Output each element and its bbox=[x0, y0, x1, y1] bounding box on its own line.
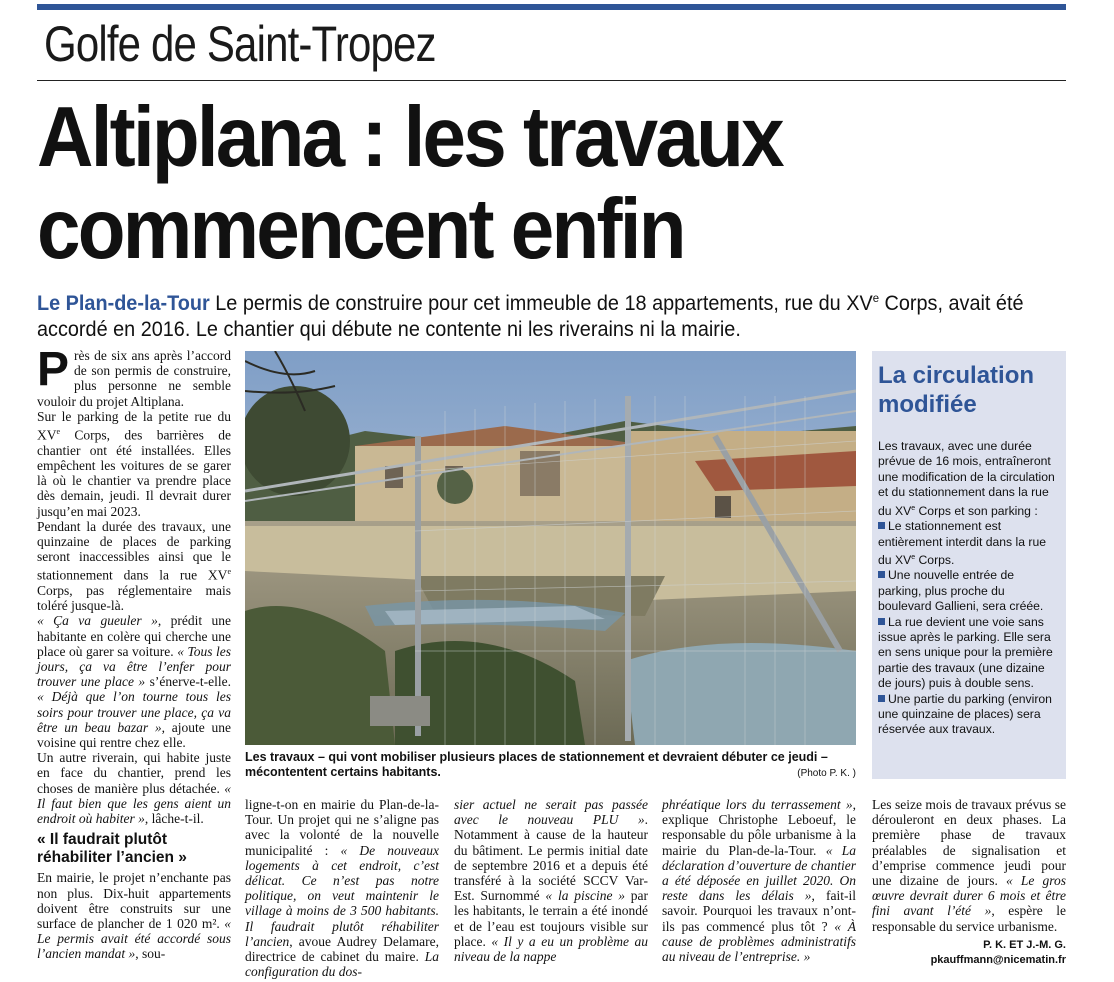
bullet-square-icon bbox=[878, 571, 885, 578]
article-column-4 bbox=[662, 797, 856, 964]
paragraph: Près de six ans après l’accord de son permis de construire, plus personne ne semble vouloir du projet Altiplana. bbox=[37, 343, 231, 409]
headline-line-2: commencent enfin bbox=[37, 182, 684, 277]
byline-authors: P. K. ET J.-M. G. bbox=[983, 939, 1066, 951]
header-rule bbox=[37, 80, 1066, 81]
article-photo bbox=[245, 351, 856, 745]
standfirst-text-b: Corps, avait été accordé en 2016. Le chantier qui débute ne contente ni les riverains ni la mairie. bbox=[37, 292, 1024, 341]
paragraph: ligne-t-on en mairie du Plan-de-la-Tour. Un projet qui ne s’aligne pas avec la volonté de la nouvelle municipalité : « De nouveaux logements à cet endroit, c’est délicat. Ce n’est pas notre politique, on veut maintenir le village à moins de 3 500 habitants. Il faudrait plutôt réhabiliter l’ancien, avoue Audrey Delamare, directrice de cabinet du maire. La configuration du dos- bbox=[245, 797, 440, 980]
standfirst-location: Le Plan-de-la-Tour bbox=[37, 292, 210, 315]
headline bbox=[37, 92, 1049, 276]
section-title: Golfe de Saint-Tropez bbox=[44, 16, 436, 72]
sidebar-box bbox=[872, 351, 1066, 779]
drop-cap: P bbox=[37, 343, 70, 396]
sidebar-bullet: La rue devient une voie sans issue après le parking. Elle sera en sens unique pour la première partie des travaux (une dizaine de jours) puis à double sens. bbox=[878, 614, 1053, 691]
paragraph: phréatique lors du terrassement », explique Christophe Leboeuf, le responsable du pôle urbanisme à la mairie du Plan-de-la-Tour. « La déclaration d’ouverture de chantier a été déposée en juillet 2020. On reste dans les délais », fait-il savoir. Pourquoi les travaux n’ont-ils pas commencé plus tôt ? « À cause de problèmes administratifs au niveau de l’entreprise. » bbox=[662, 797, 857, 965]
sidebar-bullet: Le stationnement est entièrement interdit dans la rue du XVe Corps. bbox=[878, 519, 1047, 567]
bullet-square-icon bbox=[878, 522, 885, 529]
headline-line-1: Altiplana : les travaux bbox=[37, 90, 782, 185]
standfirst-text-a: Le permis de construire pour cet immeuble de 18 appartements, rue du XV bbox=[209, 292, 873, 315]
sidebar-bullet: Une nouvelle entrée de parking, plus proche du boulevard Gallieni, sera créée. bbox=[878, 568, 1044, 614]
bullet-square-icon bbox=[878, 618, 885, 625]
paragraph: Les seize mois de travaux prévus se dérouleront en deux phases. La première phase de travaux préalables de signalisation et d’emprise commence jeudi pour une dizaine de jours. « Le gros œuvre devrait durer 6 mois et être fini avant l’été », espère le responsable du service urbanisme. bbox=[872, 797, 1067, 934]
article-column-2 bbox=[245, 797, 439, 979]
bullet-square-icon bbox=[878, 695, 885, 702]
standfirst-sup: e bbox=[872, 291, 880, 305]
byline-email: pkauffmann@nicematin.fr bbox=[930, 954, 1066, 966]
paragraph: Sur le parking de la petite rue du XVe Corps, des barrières de chantier ont été installées. Elles empêchent les voitures de se garer là où le chantier va prendre place dès demain, jeudi. Il devrait durer jusqu’en mai 2023. bbox=[37, 408, 231, 519]
sidebar-intro: Les travaux, avec une durée prévue de 16 mois, entraîneront une modification de la circulation et du stationnement dans la rue du XVe Corps et son parking : bbox=[878, 439, 1055, 518]
article-column-3 bbox=[454, 797, 648, 964]
sidebar-body bbox=[878, 439, 1060, 738]
sidebar-title: La circulation modifiée bbox=[878, 362, 1035, 418]
article-column-1 bbox=[37, 343, 232, 962]
paragraph: En mairie, le projet n’enchante pas non plus. Dix-huit appartements doivent être construits sur une surface de plancher de 1 020 m². « Le permis avait été accordé sous l’ancien mandat », sou- bbox=[37, 870, 231, 962]
construction-site-photo bbox=[245, 351, 856, 745]
sidebar-bullet: Une partie du parking (environ une quinzaine de places) sera réservée aux travaux. bbox=[878, 691, 1052, 737]
paragraph: sier actuel ne serait pas passée avec le nouveau PLU ». Notamment à cause de la hauteur du bâtiment. Le permis initial date de septembre 2016 et a depuis été transféré à la société SCCV Var-Est. Surnommé « la piscine » par les habitants, le terrain a été inondé et de l’eau est toujours visible sur place. « Il y a eu un problème au niveau de la nappe bbox=[454, 797, 648, 965]
top-accent-bar bbox=[37, 4, 1066, 10]
standfirst bbox=[37, 285, 1058, 343]
paragraph: Pendant la durée des travaux, une quinzaine de places de parking seront inaccessibles ainsi que le stationnement dans la rue XVe Corps, pas réglementaire mais toléré jusque-là. bbox=[37, 518, 231, 614]
byline bbox=[931, 938, 1066, 968]
paragraph: « Ça va gueuler », prédit une habitante en colère qui cherche une place où garer sa voiture. « Tous les jours, ça va être l’enfer pour trouver une place » s’énerve-t-elle. « Déjà que l’on tourne tous les soirs pour trouver une place, ça va être un beau bazar », ajoute une voisine qui rentre chez elle. bbox=[37, 613, 232, 751]
photo-credit: (Photo P. K. ) bbox=[797, 768, 856, 779]
photo-caption: Les travaux – qui vont mobiliser plusieurs places de stationnement et devraient débuter ce jeudi – mécontentent certains habitants. bbox=[245, 750, 828, 779]
article-column-5 bbox=[872, 797, 1066, 934]
paragraph: Un autre riverain, qui habite juste en face du chantier, prend les choses de manière plus détachée. « Il faut bien que les gens aient un endroit où habiter », lâche-t-il. bbox=[37, 750, 231, 827]
subheading: « Il faudrait plutôt réhabiliter l’ancien » bbox=[37, 831, 187, 867]
